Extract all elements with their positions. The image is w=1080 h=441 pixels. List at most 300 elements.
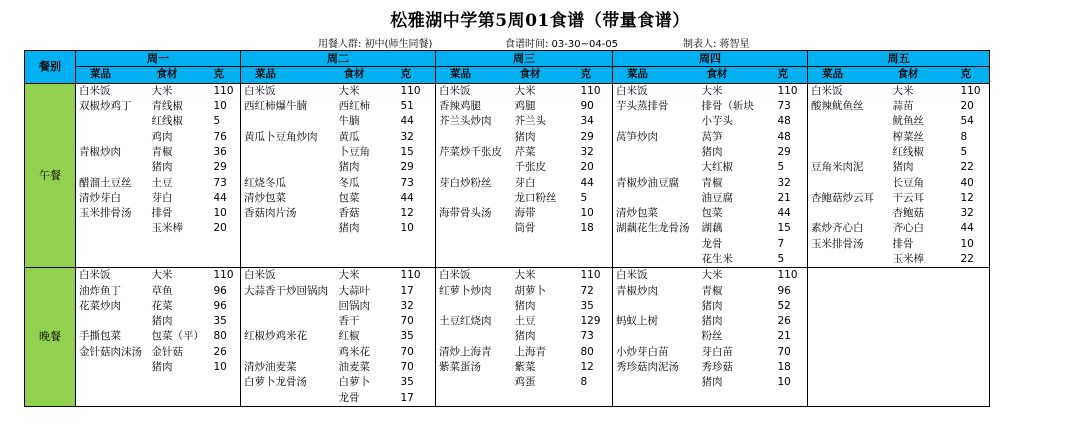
ingredient: 芹菜: [514, 145, 536, 158]
dish-name: [76, 391, 149, 407]
column-header: 食材: [699, 67, 775, 83]
table-row: [25, 360, 990, 375]
grams: 70: [398, 345, 436, 360]
table-row: [25, 268, 990, 284]
grams: [958, 299, 990, 314]
ingredient: 排骨: [151, 207, 173, 220]
ingredient: 大米: [336, 83, 398, 99]
dish-name: [241, 114, 336, 129]
dish-name: [436, 391, 512, 407]
ingredient: 猪肉: [151, 361, 173, 374]
ingredient: 海带: [514, 207, 536, 220]
column-header: 菜品: [436, 67, 512, 83]
grams: 10: [578, 206, 613, 221]
grams: 12: [398, 206, 436, 221]
grams: 10: [398, 221, 436, 236]
ingredient: 大米: [149, 83, 211, 99]
grams: [958, 345, 990, 360]
column-header: 菜品: [613, 67, 699, 83]
grams: 17: [398, 391, 436, 407]
dish-name: [808, 252, 890, 268]
grams: 8: [958, 129, 990, 144]
dish-name: [808, 299, 890, 314]
grams: 80: [578, 345, 613, 360]
dish-name: [76, 221, 149, 236]
dish-name: 白米饭: [808, 83, 890, 99]
table-row: [25, 345, 990, 360]
category-header: 餐别: [25, 51, 76, 84]
grams: 129: [578, 314, 613, 329]
table-row: [25, 99, 990, 114]
grams: 44: [211, 191, 241, 206]
table-row: [25, 375, 990, 390]
table-row: [25, 83, 990, 99]
dish-name: 芋头蒸排骨: [613, 99, 699, 114]
dish-name: 白米饭: [241, 83, 336, 99]
ingredient: 小芋头: [701, 115, 733, 128]
dish-name: 芽白炒粉丝: [436, 175, 512, 190]
grams: 29: [211, 160, 241, 175]
dish-name: [436, 237, 512, 252]
grams: 7: [775, 237, 808, 252]
ingredient: 大米: [512, 268, 578, 284]
ingredient: 包菜（平）: [151, 330, 204, 343]
grams: 110: [578, 268, 613, 284]
grams: 5: [211, 114, 241, 129]
ingredient: 芥兰头: [514, 115, 546, 128]
grams: 54: [958, 114, 990, 129]
ingredient: [890, 360, 958, 375]
ingredient: 大红椒: [701, 161, 733, 174]
dish-name: [76, 237, 149, 252]
meal-category: 午餐: [25, 83, 76, 268]
grams: 73: [211, 175, 241, 190]
dish-name: 湖藕花生龙骨汤: [613, 221, 699, 236]
table-row: [25, 283, 990, 298]
ingredient: 芽白苗: [701, 345, 733, 358]
ingredient: 香干: [338, 315, 360, 328]
ingredient: 西红柿: [338, 100, 370, 113]
grams: [578, 391, 613, 407]
dish-name: 醋溜土豆丝: [76, 175, 149, 190]
ingredient: 湖藕: [701, 222, 723, 235]
dish-name: 白米饭: [76, 83, 149, 99]
dish-name: [241, 237, 336, 252]
dish-name: [76, 375, 149, 390]
ingredient: 大米: [149, 268, 211, 284]
ingredient: 红线椒: [892, 145, 924, 158]
dish-name: [613, 237, 699, 252]
dish-name: [613, 145, 699, 160]
ingredient: 大米: [336, 268, 398, 284]
dish-name: 手撕包菜: [76, 329, 149, 344]
ingredient: 鸡腿: [514, 100, 536, 113]
column-header: 克: [578, 67, 613, 83]
grams: 32: [578, 145, 613, 160]
dish-name: 莴笋炒肉: [613, 129, 699, 144]
grams: [211, 391, 241, 407]
dish-name: 西红柿爆牛腩: [241, 99, 336, 114]
dish-name: [241, 314, 336, 329]
ingredient: 排骨: [892, 237, 914, 250]
ingredient: [149, 391, 211, 407]
grams: [958, 375, 990, 390]
table-row: [25, 175, 990, 190]
ingredient: [890, 283, 958, 298]
column-header: 菜品: [76, 67, 149, 83]
ingredient: 龙口粉丝: [514, 191, 557, 204]
grams: 10: [211, 206, 241, 221]
dish-name: 蚂蚁上树: [613, 314, 699, 329]
meta-time: 食谱时间: 03-30~04-05: [505, 39, 619, 50]
grams: 10: [211, 99, 241, 114]
dish-name: [613, 114, 699, 129]
ingredient: 包菜: [338, 191, 360, 204]
ingredient: [149, 237, 211, 252]
grams: 44: [398, 114, 436, 129]
ingredient: 青椒: [151, 145, 173, 158]
column-header: 食材: [149, 67, 211, 83]
dish-name: [241, 252, 336, 268]
ingredient: 玉米棒: [151, 222, 183, 235]
grams: 72: [578, 283, 613, 298]
grams: [398, 237, 436, 252]
grams: 26: [775, 314, 808, 329]
column-header: 食材: [890, 67, 958, 83]
dish-name: [613, 191, 699, 206]
dish-name: 白米饭: [241, 268, 336, 284]
table-row: [25, 114, 990, 129]
ingredient: 芽白: [514, 176, 536, 189]
table-row: [25, 206, 990, 221]
column-header: 食材: [336, 67, 398, 83]
ingredient: 鸡肉: [151, 130, 173, 143]
grams: 8: [578, 375, 613, 390]
ingredient: 花菜: [151, 299, 173, 312]
grams: 18: [775, 360, 808, 375]
grams: 73: [578, 329, 613, 344]
ingredient: 长豆角: [892, 176, 924, 189]
grams: 48: [775, 114, 808, 129]
grams: 44: [775, 206, 808, 221]
grams: 110: [211, 268, 241, 284]
grams: 5: [578, 191, 613, 206]
grams: [958, 360, 990, 375]
grams: 70: [398, 314, 436, 329]
grams: 70: [398, 360, 436, 375]
ingredient: 包菜: [701, 207, 723, 220]
ingredient: 青线椒: [151, 100, 183, 113]
day-header: 周四: [613, 51, 808, 67]
grams: 20: [211, 221, 241, 236]
grams: 73: [775, 99, 808, 114]
ingredient: [512, 237, 578, 252]
dish-name: [808, 129, 890, 144]
table-row: [25, 237, 990, 252]
grams: 10: [775, 375, 808, 390]
ingredient: 猪肉: [151, 315, 173, 328]
dish-name: [241, 145, 336, 160]
grams: 110: [398, 268, 436, 284]
ingredient: 花生米: [699, 252, 775, 268]
ingredient: 回锅肉: [338, 299, 370, 312]
ingredient: 鸡米花: [338, 345, 370, 358]
dish-name: 素炒齐心白: [808, 221, 890, 236]
grams: 110: [398, 83, 436, 99]
ingredient: 猪肉: [701, 299, 723, 312]
grams: 29: [578, 129, 613, 144]
grams: [398, 252, 436, 268]
dish-name: 玉米排骨汤: [76, 206, 149, 221]
meal-category: 晚餐: [25, 268, 76, 407]
dish-name: [808, 360, 890, 375]
dish-name: 玉米排骨汤: [808, 237, 890, 252]
dish-name: [436, 299, 512, 314]
ingredient: 榨菜丝: [892, 130, 924, 143]
dish-name: [241, 299, 336, 314]
ingredient: 齐心白: [892, 222, 924, 235]
ingredient: 猪肉: [701, 145, 723, 158]
meta-author: 制表人: 蒋智星: [683, 39, 750, 50]
grams: [211, 375, 241, 390]
dish-name: 白米饭: [613, 268, 699, 284]
dish-name: 白米饭: [613, 83, 699, 99]
grams: [211, 252, 241, 268]
grams: 21: [775, 191, 808, 206]
ingredient: 大米: [699, 83, 775, 99]
ingredient: 龙骨: [336, 391, 398, 407]
grams: 32: [398, 129, 436, 144]
ingredient: [890, 345, 958, 360]
dish-name: [808, 145, 890, 160]
grams: 96: [211, 299, 241, 314]
grams: 51: [398, 99, 436, 114]
grams: 73: [398, 175, 436, 190]
grams: [578, 237, 613, 252]
grams: [958, 391, 990, 407]
dish-name: [808, 268, 890, 284]
dish-name: 金针菇肉沫汤: [76, 345, 149, 360]
dish-name: [808, 314, 890, 329]
dish-name: 芹菜炒千张皮: [436, 145, 512, 160]
ingredient: [890, 299, 958, 314]
ingredient: 鸡蛋: [514, 376, 536, 389]
dish-name: [241, 345, 336, 360]
dish-name: 红椒炒鸡米花: [241, 329, 336, 344]
dish-name: [436, 191, 512, 206]
grams: 44: [578, 175, 613, 190]
dish-name: [436, 329, 512, 344]
grams: 110: [775, 83, 808, 99]
dish-name: [808, 329, 890, 344]
table-row: [25, 145, 990, 160]
dish-name: [436, 160, 512, 175]
ingredient: 猪肉: [338, 222, 360, 235]
dish-name: [76, 314, 149, 329]
grams: 44: [958, 221, 990, 236]
ingredient: [890, 314, 958, 329]
table-row: [25, 299, 990, 314]
ingredient: 青椒: [701, 284, 723, 297]
dish-name: [76, 252, 149, 268]
dish-name: 花菜炒肉: [76, 299, 149, 314]
ingredient: 胡萝卜: [514, 284, 546, 297]
ingredient: [336, 252, 398, 268]
dish-name: [808, 375, 890, 390]
column-header: 克: [958, 67, 990, 83]
column-header: 食材: [512, 67, 578, 83]
dish-name: 土豆红烧肉: [436, 314, 512, 329]
grams: 5: [958, 145, 990, 160]
ingredient: 猪肉: [151, 161, 173, 174]
table-row: [25, 191, 990, 206]
grams: 32: [958, 206, 990, 221]
grams: 70: [775, 345, 808, 360]
grams: 80: [211, 329, 241, 344]
dish-name: 酸辣鱿鱼丝: [808, 99, 890, 114]
day-header: 周三: [436, 51, 613, 67]
ingredient: 粉丝: [701, 330, 723, 343]
ingredient: 芽白: [151, 191, 173, 204]
grams: 35: [398, 329, 436, 344]
dish-name: [808, 175, 890, 190]
dish-name: [808, 114, 890, 129]
ingredient: 红椒: [338, 330, 360, 343]
ingredient: 猪肉: [514, 130, 536, 143]
ingredient: 玉米棒: [890, 252, 958, 268]
grams: 52: [775, 299, 808, 314]
ingredient: 青椒: [701, 176, 723, 189]
ingredient: [890, 268, 958, 284]
grams: 21: [775, 329, 808, 344]
dish-name: [613, 329, 699, 344]
grams: 110: [211, 83, 241, 99]
dish-name: 青椒炒油豆腐: [613, 175, 699, 190]
grams: 32: [775, 175, 808, 190]
ingredient: 金针菇: [151, 345, 183, 358]
dish-name: 紫菜蛋汤: [436, 360, 512, 375]
ingredient: 红线椒: [151, 115, 183, 128]
dish-name: [436, 129, 512, 144]
grams: [958, 314, 990, 329]
day-header: 周一: [76, 51, 241, 67]
grams: 44: [398, 191, 436, 206]
dish-name: 红烧冬瓜: [241, 175, 336, 190]
column-header: 克: [211, 67, 241, 83]
grams: 110: [958, 83, 990, 99]
table-row: [25, 221, 990, 236]
table-row: [25, 129, 990, 144]
day-header: 周五: [808, 51, 990, 67]
dish-name: 双椒炒鸡丁: [76, 99, 149, 114]
ingredient: 秀珍菇: [701, 361, 733, 374]
grams: 76: [211, 129, 241, 144]
table-row: [25, 391, 990, 407]
grams: 10: [958, 237, 990, 252]
dish-name: [76, 160, 149, 175]
ingredient: 莴笋: [701, 130, 723, 143]
dish-name: 海带骨头汤: [436, 206, 512, 221]
grams: 15: [775, 221, 808, 236]
grams: 96: [775, 283, 808, 298]
dish-name: [436, 221, 512, 236]
ingredient: 大米: [699, 268, 775, 284]
dish-name: 杏鲍菇炒云耳: [808, 191, 890, 206]
ingredient: [512, 252, 578, 268]
table-row: [25, 252, 990, 268]
ingredient: [890, 391, 958, 407]
ingredient: 香菇: [338, 207, 360, 220]
dish-name: [613, 252, 699, 268]
ingredient: 龙骨: [701, 237, 723, 250]
ingredient: [890, 329, 958, 344]
dish-name: 清炒包菜: [613, 206, 699, 221]
ingredient: 鱿鱼丝: [892, 115, 924, 128]
grams: 34: [578, 114, 613, 129]
grams: 5: [775, 160, 808, 175]
dish-name: 芥兰头炒肉: [436, 114, 512, 129]
grams: 29: [398, 160, 436, 175]
grams: 22: [958, 252, 990, 268]
dish-name: 白米饭: [436, 83, 512, 99]
table-row: [25, 160, 990, 175]
ingredient: 猪肉: [514, 330, 536, 343]
grams: 110: [775, 268, 808, 284]
dish-name: [808, 345, 890, 360]
dish-name: 大蒜香干炒回锅肉: [241, 283, 336, 298]
dish-name: [808, 206, 890, 221]
dish-name: [613, 391, 699, 407]
dish-name: 油炸鱼丁: [76, 283, 149, 298]
ingredient: 大蒜叶: [338, 284, 370, 297]
ingredient: 油麦菜: [338, 361, 370, 374]
grams: 96: [211, 283, 241, 298]
grams: [958, 329, 990, 344]
ingredient: 筒骨: [514, 222, 536, 235]
grams: [578, 252, 613, 268]
grams: 5: [775, 252, 808, 268]
grams: 48: [775, 129, 808, 144]
dish-name: [436, 252, 512, 268]
ingredient: [890, 375, 958, 390]
column-header: 克: [398, 67, 436, 83]
grams: 29: [775, 145, 808, 160]
dish-name: 红萝卜炒肉: [436, 283, 512, 298]
dish-name: 黄瓜卜豆角炒肉: [241, 129, 336, 144]
table-row: [25, 314, 990, 329]
grams: 15: [398, 145, 436, 160]
dish-name: [241, 221, 336, 236]
dish-name: 小炒芽白苗: [613, 345, 699, 360]
grams: [775, 391, 808, 407]
ingredient: 猪肉: [338, 161, 360, 174]
ingredient: 黄瓜: [338, 130, 360, 143]
dish-name: 清炒芽白: [76, 191, 149, 206]
grams: 26: [211, 345, 241, 360]
dish-name: [613, 160, 699, 175]
table-row: [25, 329, 990, 344]
ingredient: 千张皮: [514, 161, 546, 174]
dish-name: 香菇肉片汤: [241, 206, 336, 221]
dish-name: 青椒炒肉: [76, 145, 149, 160]
dish-name: 白米饭: [436, 268, 512, 284]
ingredient: 大米: [890, 83, 958, 99]
ingredient: 紫菜: [514, 361, 536, 374]
dish-name: 白米饭: [76, 268, 149, 284]
ingredient: 油豆腐: [701, 191, 733, 204]
dish-name: [808, 283, 890, 298]
ingredient: 冬瓜: [338, 176, 360, 189]
